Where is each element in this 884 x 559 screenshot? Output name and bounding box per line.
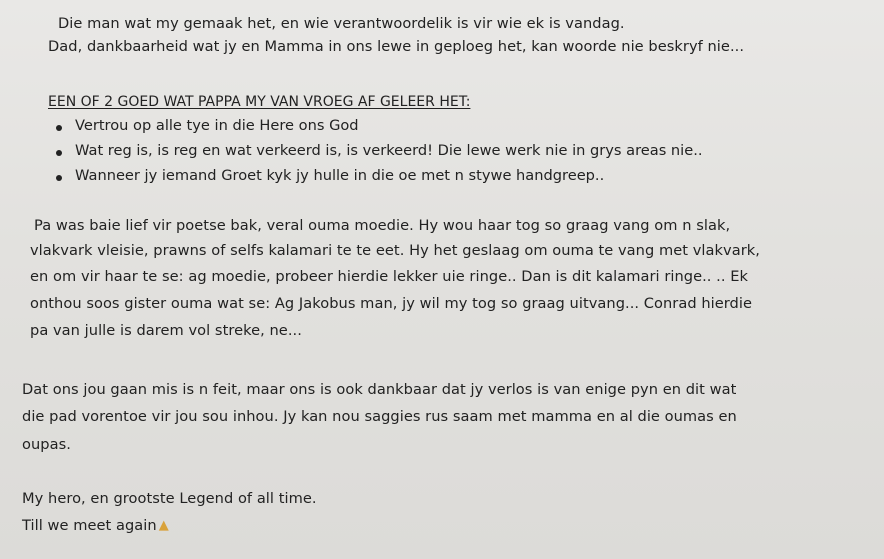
farewell-line-3: oupas.: [22, 436, 71, 453]
lesson-item-2: Wat reg is, is reg en wat verkeerd is, is verkeerd! Die lewe werk nie in grys areas nie..: [75, 142, 703, 159]
closing-line-2: [22, 517, 169, 534]
bullet-dot: [56, 125, 62, 131]
lesson-item-3: Wanneer jy iemand Groet kyk jy hulle in die oe met n stywe handgreep..: [75, 167, 605, 184]
farewell-line-1: Dat ons jou gaan mis is n feit, maar ons is ook dankbaar dat jy verlos is van enige pyn en dit wat: [22, 381, 737, 398]
story-line-5: pa van julle is darem vol streke, ne...: [30, 322, 302, 339]
bullet-dot: [56, 150, 62, 156]
intro-line-1: Die man wat my gemaak het, en wie verantwoordelik is vir wie ek is vandag.: [58, 15, 625, 32]
story-line-3: en om vir haar te se: ag moedie, probeer hierdie lekker uie ringe.. Dan is dit kalamari ringe.. .. Ek: [30, 268, 749, 285]
farewell-line-2: die pad vorentoe vir jou sou inhou. Jy kan nou saggies rus saam met mamma en al die oumas en: [22, 408, 737, 425]
story-line-1: Pa was baie lief vir poetse bak, veral ouma moedie. Hy wou haar tog so graag vang om n slak,: [34, 217, 731, 234]
bullet-dot: [56, 175, 62, 181]
lessons-heading: EEN OF 2 GOED WAT PAPPA MY VAN VROEG AF GELEER HET:: [48, 94, 471, 110]
story-line-4: onthou soos gister ouma wat se: Ag Jakobus man, jy wil my tog so graag uitvang... Conrad hierdie: [30, 295, 753, 312]
closing-line-1: My hero, en grootste Legend of all time.: [22, 490, 317, 507]
story-line-2: vlakvark vleisie, prawns of selfs kalamari te te eet. Hy het geslaag om ouma te vang met vlakvark,: [30, 242, 760, 259]
lesson-item-1: Vertrou op alle tye in die Here ons God: [75, 117, 359, 134]
praying-hands-icon: ▲: [158, 518, 169, 533]
intro-line-2: Dad, dankbaarheid wat jy en Mamma in ons lewe in geploeg het, kan woorde nie beskryf nie...: [48, 38, 745, 55]
closing-text: Till we meet again: [22, 517, 157, 534]
